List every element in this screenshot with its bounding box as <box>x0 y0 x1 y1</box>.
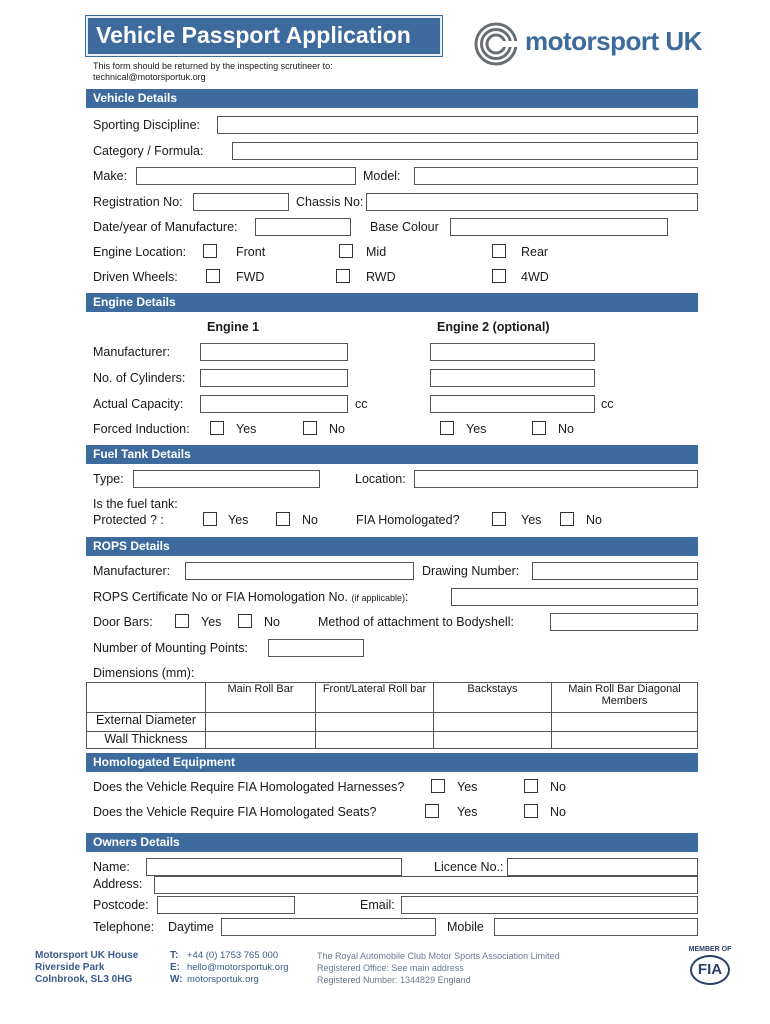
dims-row-wall-thickness: Wall Thickness <box>87 732 206 749</box>
base-colour-input[interactable] <box>450 218 668 236</box>
label-licence: Licence No.: <box>434 860 504 874</box>
dims-col-diagonal: Main Roll Bar Diagonal Members <box>552 683 698 713</box>
section-vehicle-details: Vehicle Details <box>86 89 698 108</box>
label-postcode: Postcode: <box>93 898 149 912</box>
homologated-no-checkbox[interactable] <box>560 512 574 526</box>
harnesses-yes-checkbox[interactable] <box>431 779 445 793</box>
dims-cell[interactable] <box>434 713 552 732</box>
dimensions-table <box>86 682 698 749</box>
motorsport-uk-logo <box>473 22 733 66</box>
return-email: technical@motorsportuk.org <box>93 72 206 82</box>
label-address: Address: <box>93 877 143 891</box>
label-dimensions: Dimensions (mm): <box>93 666 195 680</box>
category-input[interactable] <box>232 142 698 160</box>
mounting-points-input[interactable] <box>268 639 364 657</box>
chassis-input[interactable] <box>366 193 698 211</box>
door-bars-no-checkbox[interactable] <box>238 614 252 628</box>
label-capacity: Actual Capacity: <box>93 397 184 411</box>
label-harnesses: Does the Vehicle Require FIA Homologated Harnesses? <box>93 780 405 794</box>
label-sporting-discipline: Sporting Discipline: <box>93 118 200 132</box>
engine-mid-checkbox[interactable] <box>339 244 353 258</box>
label-forced-induction: Forced Induction: <box>93 422 190 436</box>
rops-cert-text: ROPS Certificate No or FIA Homologation No. <box>93 590 348 604</box>
label-seats-yes: Yes <box>457 805 478 819</box>
rops-manufacturer-input[interactable] <box>185 562 414 580</box>
homologated-yes-checkbox[interactable] <box>492 512 506 526</box>
label-telephone: Telephone: <box>93 920 155 934</box>
logo-swirl-icon <box>473 22 519 66</box>
engine-2-heading: Engine 2 (optional) <box>437 320 550 334</box>
rops-cert-small: (if applicable) <box>351 593 405 603</box>
date-year-input[interactable] <box>255 218 351 236</box>
make-input[interactable] <box>136 167 356 185</box>
label-rwd: RWD <box>366 270 396 284</box>
label-email: Email: <box>360 898 395 912</box>
footer-legal-line2: Registered Office: See main address <box>317 963 464 973</box>
label-is-fuel-tank: Is the fuel tank: <box>93 497 178 511</box>
dims-cell[interactable] <box>552 732 698 749</box>
email-input[interactable] <box>401 896 698 914</box>
label-engine-manufacturer: Manufacturer: <box>93 345 171 359</box>
licence-input[interactable] <box>507 858 698 876</box>
seats-yes-checkbox[interactable] <box>425 804 439 818</box>
dims-corner-cell <box>87 683 206 713</box>
engine2-forced-yes-checkbox[interactable] <box>440 421 454 435</box>
fuel-location-input[interactable] <box>414 470 698 488</box>
sporting-discipline-input[interactable] <box>217 116 698 134</box>
logo-text: motorsport UK <box>525 26 702 56</box>
rops-cert-input[interactable] <box>451 588 698 606</box>
engine2-cylinders-input[interactable] <box>430 369 595 387</box>
engine1-forced-yes-checkbox[interactable] <box>210 421 224 435</box>
label-make: Make: <box>93 169 128 183</box>
engine1-manufacturer-input[interactable] <box>200 343 348 361</box>
label-engine1-no: No <box>329 422 345 436</box>
label-registration: Registration No: <box>93 195 183 209</box>
wheels-rwd-checkbox[interactable] <box>336 269 350 283</box>
method-attachment-input[interactable] <box>550 613 698 631</box>
section-engine-details: Engine Details <box>86 293 698 312</box>
label-4wd: 4WD <box>521 270 549 284</box>
label-daytime: Daytime <box>168 920 214 934</box>
fia-logo-text: FIA <box>697 961 723 978</box>
dims-col-main-roll-bar: Main Roll Bar <box>206 683 316 713</box>
footer-legal <box>317 950 560 986</box>
footer-legal-line3: Registered Number: 1344829 England <box>317 975 471 985</box>
door-bars-yes-checkbox[interactable] <box>175 614 189 628</box>
dims-row-external-diameter: External Diameter <box>87 713 206 732</box>
label-category: Category / Formula: <box>93 144 204 158</box>
wheels-fwd-checkbox[interactable] <box>206 269 220 283</box>
engine2-cc-unit: cc <box>601 397 614 411</box>
engine2-manufacturer-input[interactable] <box>430 343 595 361</box>
label-method-attachment: Method of attachment to Bodyshell: <box>318 615 514 629</box>
label-chassis: Chassis No: <box>296 195 364 209</box>
label-date-year: Date/year of Manufacture: <box>93 220 238 234</box>
section-rops: ROPS Details <box>86 537 698 556</box>
address-input[interactable] <box>154 876 698 894</box>
label-seats-no: No <box>550 805 566 819</box>
dims-cell[interactable] <box>316 732 434 749</box>
label-engine2-yes: Yes <box>466 422 487 436</box>
postcode-input[interactable] <box>157 896 295 914</box>
footer-email[interactable]: hello@motorsportuk.org <box>187 962 289 973</box>
page-title: Vehicle Passport Application <box>86 16 442 56</box>
dims-cell[interactable] <box>434 732 552 749</box>
label-driven-wheels: Driven Wheels: <box>93 270 178 284</box>
label-mounting-points: Number of Mounting Points: <box>93 641 248 655</box>
label-drawing-number: Drawing Number: <box>422 564 520 578</box>
label-rear: Rear <box>521 245 549 259</box>
engine-rear-checkbox[interactable] <box>492 244 506 258</box>
dims-cell[interactable] <box>316 713 434 732</box>
label-engine2-no: No <box>558 422 574 436</box>
label-mid: Mid <box>366 245 387 259</box>
footer-org-line3: Colnbrook, SL3 0HG <box>35 974 133 985</box>
label-front: Front <box>236 245 266 259</box>
label-door-bars: Door Bars: <box>93 615 153 629</box>
label-protected-no: No <box>302 513 318 527</box>
engine-front-checkbox[interactable] <box>203 244 217 258</box>
wheels-4wd-checkbox[interactable] <box>492 269 506 283</box>
member-of-text: MEMBER OF <box>688 946 732 953</box>
label-rops-cert <box>93 590 408 604</box>
fia-member-badge <box>684 946 736 992</box>
label-mobile: Mobile <box>447 920 484 934</box>
footer-t-label: T: <box>170 950 179 961</box>
label-model: Model: <box>363 169 401 183</box>
mobile-phone-input[interactable] <box>494 918 698 936</box>
label-fuel-type: Type: <box>93 472 124 486</box>
engine-1-heading: Engine 1 <box>207 320 260 334</box>
label-door-bars-yes: Yes <box>201 615 222 629</box>
engine2-capacity-input[interactable] <box>430 395 595 413</box>
engine2-forced-no-checkbox[interactable] <box>532 421 546 435</box>
label-fia-homologated: FIA Homologated? <box>356 513 460 527</box>
engine1-capacity-input[interactable] <box>200 395 348 413</box>
label-harnesses-no: No <box>550 780 566 794</box>
footer-e-label: E: <box>170 962 180 973</box>
engine1-cc-unit: cc <box>355 397 368 411</box>
dims-col-backstays: Backstays <box>434 683 552 713</box>
footer-legal-line1: The Royal Automobile Club Motor Sports Association Limited <box>317 951 560 961</box>
footer-contact-labels <box>170 950 183 986</box>
label-owner-name: Name: <box>93 860 130 874</box>
drawing-number-input[interactable] <box>532 562 698 580</box>
dims-cell[interactable] <box>206 732 316 749</box>
label-base-colour: Base Colour <box>370 220 439 234</box>
footer-contact-values <box>187 950 289 986</box>
section-owners-details: Owners Details <box>86 833 698 852</box>
label-harnesses-yes: Yes <box>457 780 478 794</box>
return-note: This form should be returned by the inspecting scrutineer to: <box>93 61 333 71</box>
label-rops-manufacturer: Manufacturer: <box>93 564 171 578</box>
protected-no-checkbox[interactable] <box>276 512 290 526</box>
label-door-bars-no: No <box>264 615 280 629</box>
harnesses-no-checkbox[interactable] <box>524 779 538 793</box>
footer-phone: +44 (0) 1753 765 000 <box>187 950 279 961</box>
protected-yes-checkbox[interactable] <box>203 512 217 526</box>
label-cylinders: No. of Cylinders: <box>93 371 186 385</box>
label-engine1-yes: Yes <box>236 422 257 436</box>
label-fuel-location: Location: <box>355 472 406 486</box>
engine1-cylinders-input[interactable] <box>200 369 348 387</box>
model-input[interactable] <box>414 167 698 185</box>
label-protected: Protected ? : <box>93 513 164 527</box>
dims-col-front-lateral: Front/Lateral Roll bar <box>316 683 434 713</box>
owner-name-input[interactable] <box>146 858 402 876</box>
daytime-phone-input[interactable] <box>221 918 436 936</box>
fia-logo-icon <box>690 955 730 985</box>
label-homologated-no: No <box>586 513 602 527</box>
registration-input[interactable] <box>193 193 289 211</box>
footer-org-line2: Riverside Park <box>35 962 105 973</box>
label-fwd: FWD <box>236 270 265 284</box>
label-engine-location: Engine Location: <box>93 245 187 259</box>
seats-no-checkbox[interactable] <box>524 804 538 818</box>
fuel-type-input[interactable] <box>133 470 320 488</box>
label-protected-yes: Yes <box>228 513 249 527</box>
footer-org-line1: Motorsport UK House <box>35 950 139 961</box>
dims-cell[interactable] <box>206 713 316 732</box>
engine1-forced-no-checkbox[interactable] <box>303 421 317 435</box>
section-homologated-equipment: Homologated Equipment <box>86 753 698 772</box>
footer-address <box>35 950 138 986</box>
dims-cell[interactable] <box>552 713 698 732</box>
label-homologated-yes: Yes <box>521 513 542 527</box>
section-fuel-tank: Fuel Tank Details <box>86 445 698 464</box>
footer-web[interactable]: motorsportuk.org <box>187 974 259 985</box>
label-seats: Does the Vehicle Require FIA Homologated Seats? <box>93 805 377 819</box>
footer-w-label: W: <box>170 974 183 985</box>
rops-cert-colon: : <box>404 590 409 604</box>
